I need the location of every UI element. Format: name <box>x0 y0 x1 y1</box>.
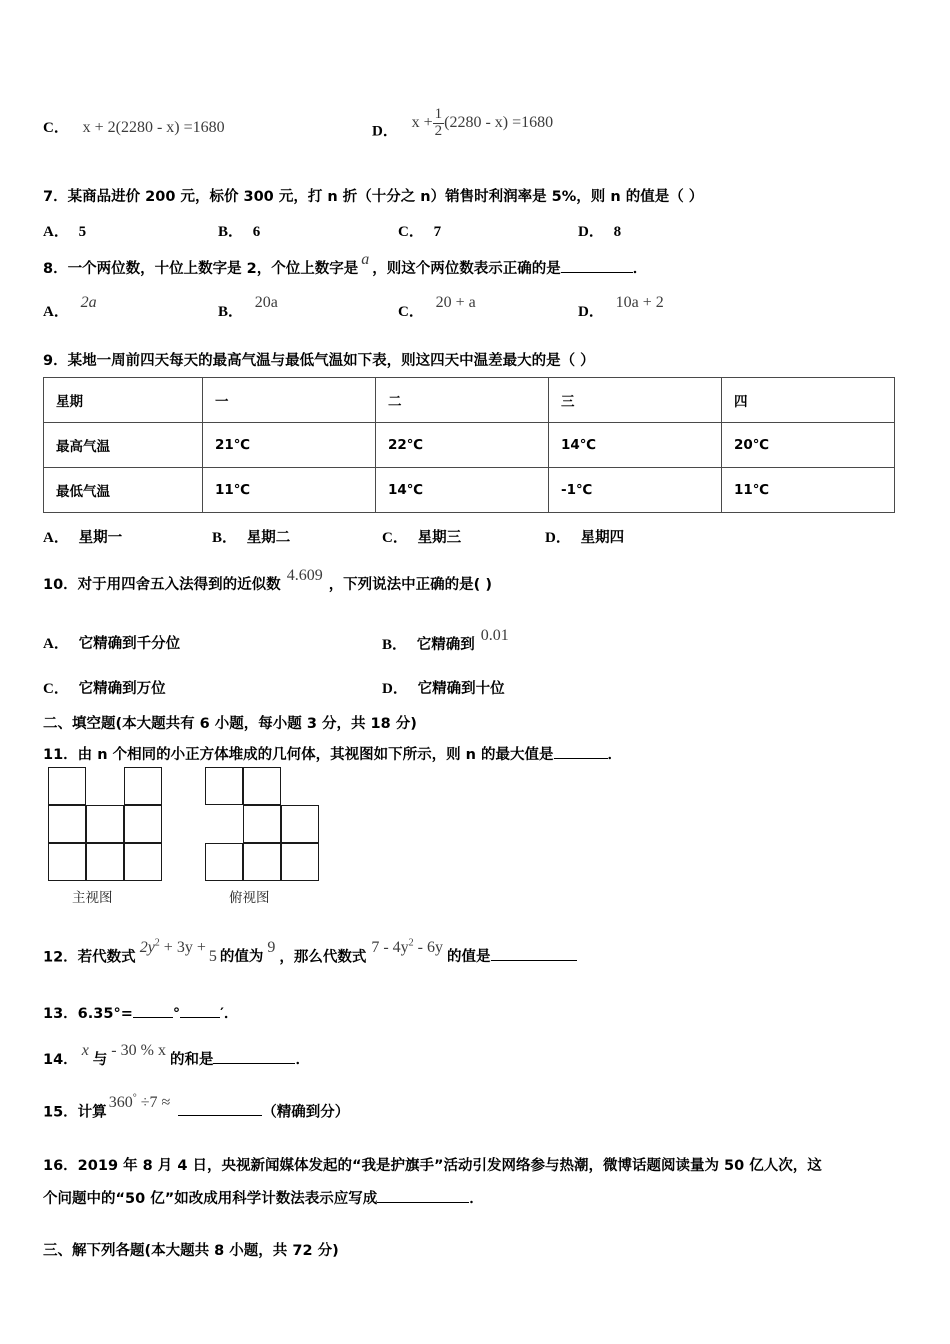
q9-stem <box>43 350 595 373</box>
q12-expr1-tail: 5 <box>208 948 217 966</box>
option-label-b: B． <box>218 224 244 240</box>
top-view-caption: 俯视图 <box>229 890 270 906</box>
front-view-caption: 主视图 <box>72 890 113 906</box>
option-label-c: C． <box>43 120 69 136</box>
q16-answer-blank <box>377 1202 469 1203</box>
q14-stem <box>43 1042 310 1072</box>
q10-option-c-text: 它精确到万位 <box>78 681 166 697</box>
q9-option-d-text: 星期四 <box>580 530 625 546</box>
front-view-cell-r2c1 <box>48 805 86 843</box>
q10-stem <box>43 567 492 597</box>
q14-number: 14． <box>43 1052 78 1068</box>
q7-option-a-text: 5 <box>78 224 87 240</box>
q7-stem-text: 7．某商品进价 200 元，标价 300 元，打 n 折（十分之 n）销售时利润率是 5%，则 n 的值是（ ） <box>43 189 704 205</box>
q8-answer-blank <box>561 272 633 273</box>
q13-unit-degree: ° <box>172 1006 181 1022</box>
q9-stem-text: 9．某地一周前四天每天的最高气温与最低气温如下表，则这四天中温差最大的是（ ） <box>43 353 595 369</box>
q10-option-b <box>382 627 509 657</box>
q10-option-b-text: 它精确到 <box>416 637 475 653</box>
front-view-cell-r2c2 <box>86 805 124 843</box>
q12-expression-2 <box>371 939 443 956</box>
q6-option-d <box>372 106 554 149</box>
q15-expr-degree: ° <box>132 1093 137 1104</box>
q13-unit-minute: ′． <box>220 1006 239 1022</box>
front-view-cell-r1c3 <box>124 767 162 805</box>
table-header-day-1: 一 <box>203 378 376 423</box>
q15-expr-rest: ÷7 ≈ <box>136 1094 171 1112</box>
option-label-a: A． <box>43 530 69 546</box>
top-view-cell-r1c2 <box>243 767 281 805</box>
q8-option-c-expression: 20 + a <box>435 294 476 311</box>
q7-option-b-text: 6 <box>252 224 261 240</box>
q15-stem-text-b: （精确到分） <box>262 1104 350 1121</box>
q8-stem-variable: a <box>361 251 370 268</box>
table-header-day-4: 四 <box>722 378 895 423</box>
low-temp-day-2: 14℃ <box>376 468 549 513</box>
q10-option-c <box>43 678 166 701</box>
q14-stem-text-a: 与 <box>92 1052 108 1068</box>
q9-option-d <box>545 527 624 550</box>
q11-stem-end: ． <box>607 747 623 763</box>
q8-option-d <box>578 294 664 324</box>
q12-expr1-main: 2y <box>139 939 155 957</box>
q7-option-a <box>43 221 86 244</box>
q15-expr-main: 360 <box>108 1094 133 1112</box>
q8-option-a <box>43 294 97 324</box>
top-view-grid <box>205 767 325 885</box>
q12-expr2-b: - 6y <box>413 939 443 957</box>
option-label-c: C． <box>382 530 408 546</box>
q8-stem-text-a: 8．一个两位数，十位上数字是 2，个位上数字是 <box>43 261 359 277</box>
front-view-cell-r3c1 <box>48 843 86 881</box>
row-header-low-temp: 最低气温 <box>44 468 203 513</box>
q10-stem-text-a: 10．对于用四舍五入法得到的近似数 <box>43 577 281 593</box>
front-view-grid <box>48 767 168 885</box>
table-header-weekday: 星期 <box>44 378 203 423</box>
table-row-low-temp <box>44 468 895 513</box>
q14-stem-end: ． <box>295 1052 310 1068</box>
fraction-denominator: 2 <box>434 122 443 139</box>
q15-stem-text-a: 15．计算 <box>43 1104 107 1121</box>
option-label-a: A． <box>43 636 69 652</box>
q12-value: 9 <box>267 939 276 957</box>
q16-line-1 <box>43 1155 822 1178</box>
q8-stem <box>43 251 648 281</box>
q7-option-d-text: 8 <box>613 224 622 240</box>
option-label-c: C． <box>398 304 424 320</box>
option-label-d: D． <box>578 224 604 240</box>
q16-line-1-text: 16．2019 年 8 月 4 日，央视新闻媒体发起的“我是护旗手”活动引发网络参与热潮，微博话题阅读量为 50 亿人次，这 <box>43 1158 822 1174</box>
top-view-cell-r3c3 <box>281 843 319 881</box>
table-header-day-2: 二 <box>376 378 549 423</box>
q16-line-2-text: 个问题中的“50 亿”如改成用科学计数法表示应写成 <box>43 1191 378 1207</box>
low-temp-day-1: 11℃ <box>203 468 376 513</box>
q10-stem-text-b: ，下列说法中正确的是( ) <box>328 577 492 593</box>
q6-option-c <box>43 116 225 140</box>
q11-stem-text: 11．由 n 个相同的小正方体堆成的几何体，其视图如下所示，则 n 的最大值是 <box>43 747 554 763</box>
q10-option-b-value: 0.01 <box>480 627 509 644</box>
q12-stem-text-c: ，那么代数式 <box>279 949 367 966</box>
temperature-table <box>43 377 895 513</box>
q6-option-d-suffix: (2280 - x) =1680 <box>444 113 554 131</box>
q6-option-c-expression: x + 2(2280 - x) =1680 <box>82 119 225 136</box>
option-label-d: D． <box>382 681 408 697</box>
q10-stem-number: 4.609 <box>286 567 323 584</box>
q14-variable: x <box>81 1042 89 1059</box>
section-3-heading: 三、解下列各题(本大题共 8 小题，共 72 分) <box>43 1243 339 1259</box>
q12-answer-blank <box>491 960 577 961</box>
table-row-header <box>44 378 895 423</box>
q9-option-a <box>43 527 122 550</box>
q9-option-a-text: 星期一 <box>78 530 123 546</box>
q12-expr2-exponent: 2 <box>408 938 414 949</box>
high-temp-day-4: 20℃ <box>722 423 895 468</box>
q10-option-a-text: 它精确到千分位 <box>78 636 181 652</box>
front-view-cell-r3c2 <box>86 843 124 881</box>
option-label-b: B． <box>212 530 238 546</box>
option-label-c: C． <box>43 681 69 697</box>
low-temp-day-4: 11℃ <box>722 468 895 513</box>
q15-answer-blank <box>178 1115 262 1116</box>
q8-option-b <box>218 294 278 324</box>
row-header-high-temp: 最高气温 <box>44 423 203 468</box>
option-label-b: B． <box>382 637 408 653</box>
q8-stem-text-b: ，则这个两位数表示正确的是 <box>372 261 561 277</box>
q9-option-b <box>212 527 290 550</box>
high-temp-day-3: 14℃ <box>549 423 722 468</box>
option-label-d: D． <box>578 304 604 320</box>
q8-option-a-expression: 2a <box>80 294 97 311</box>
low-temp-day-3: -1℃ <box>549 468 722 513</box>
q12-stem-text-b: 的值为 <box>219 949 264 966</box>
section-2-heading: 二、填空题(本大题共有 6 小题，每小题 3 分，共 18 分) <box>43 716 417 732</box>
q9-option-c-text: 星期三 <box>417 530 462 546</box>
q7-option-c <box>398 221 441 244</box>
table-header-day-3: 三 <box>549 378 722 423</box>
option-label-d: D． <box>372 123 398 140</box>
q14-answer-blank <box>213 1063 295 1064</box>
q16-line-2 <box>43 1188 484 1211</box>
q10-option-a <box>43 633 180 656</box>
high-temp-day-1: 21℃ <box>203 423 376 468</box>
table-row-high-temp <box>44 423 895 468</box>
q12-stem-text-a: 12．若代数式 <box>43 949 136 966</box>
top-view-cell-r2c3 <box>281 805 319 843</box>
q12-stem-text-d: 的值是 <box>447 949 491 966</box>
q6-option-d-prefix: x + <box>411 113 433 131</box>
fraction-numerator: 1 <box>434 106 443 122</box>
q7-option-d <box>578 221 621 244</box>
q12-expr1-exponent: 2 <box>154 938 160 949</box>
option-label-b: B． <box>218 304 244 320</box>
q14-expression: - 30 % x <box>111 1042 166 1059</box>
q13-blank-minute <box>180 1017 220 1018</box>
q13-stem <box>43 1003 238 1026</box>
q14-stem-text-b: 的和是 <box>169 1052 214 1068</box>
q8-stem-end: ． <box>632 261 648 277</box>
front-view-cell-r3c3 <box>124 843 162 881</box>
q16-line-2-end: ． <box>469 1191 484 1207</box>
option-label-a: A． <box>43 224 69 240</box>
q9-option-b-text: 星期二 <box>246 530 291 546</box>
q15-expression <box>109 1094 171 1111</box>
q12-expression-1 <box>140 939 206 956</box>
q8-option-b-expression: 20a <box>254 294 278 311</box>
top-view-cell-r1c1 <box>205 767 243 805</box>
high-temp-day-2: 22℃ <box>376 423 549 468</box>
q12-stem <box>43 938 577 969</box>
q9-option-c <box>382 527 461 550</box>
q6-option-d-expression <box>411 106 554 139</box>
q11-answer-blank <box>554 758 608 759</box>
q7-option-c-text: 7 <box>433 224 442 240</box>
q15-stem <box>43 1093 350 1124</box>
q7-stem <box>43 186 703 209</box>
option-label-a: A． <box>43 304 69 320</box>
q10-option-d-text: 它精确到十位 <box>417 681 505 697</box>
q10-option-d <box>382 678 505 701</box>
front-view-cell-r2c3 <box>124 805 162 843</box>
q12-expr2-a: 7 - 4y <box>371 939 409 957</box>
front-view-cell-r1c1 <box>48 767 86 805</box>
q13-stem-text: 13．6.35°= <box>43 1006 133 1022</box>
option-label-c: C． <box>398 224 424 240</box>
q11-stem <box>43 744 622 767</box>
top-view-cell-r3c2 <box>243 843 281 881</box>
q8-option-d-expression: 10a + 2 <box>615 294 664 311</box>
option-label-d: D． <box>545 530 571 546</box>
top-view-cell-r3c1 <box>205 843 243 881</box>
q8-option-c <box>398 294 476 324</box>
q13-blank-degree <box>133 1017 173 1018</box>
q12-expr1-rest: + 3y + <box>159 939 206 957</box>
q7-option-b <box>218 221 260 244</box>
top-view-cell-r2c2 <box>243 805 281 843</box>
fraction-one-half <box>433 107 445 140</box>
